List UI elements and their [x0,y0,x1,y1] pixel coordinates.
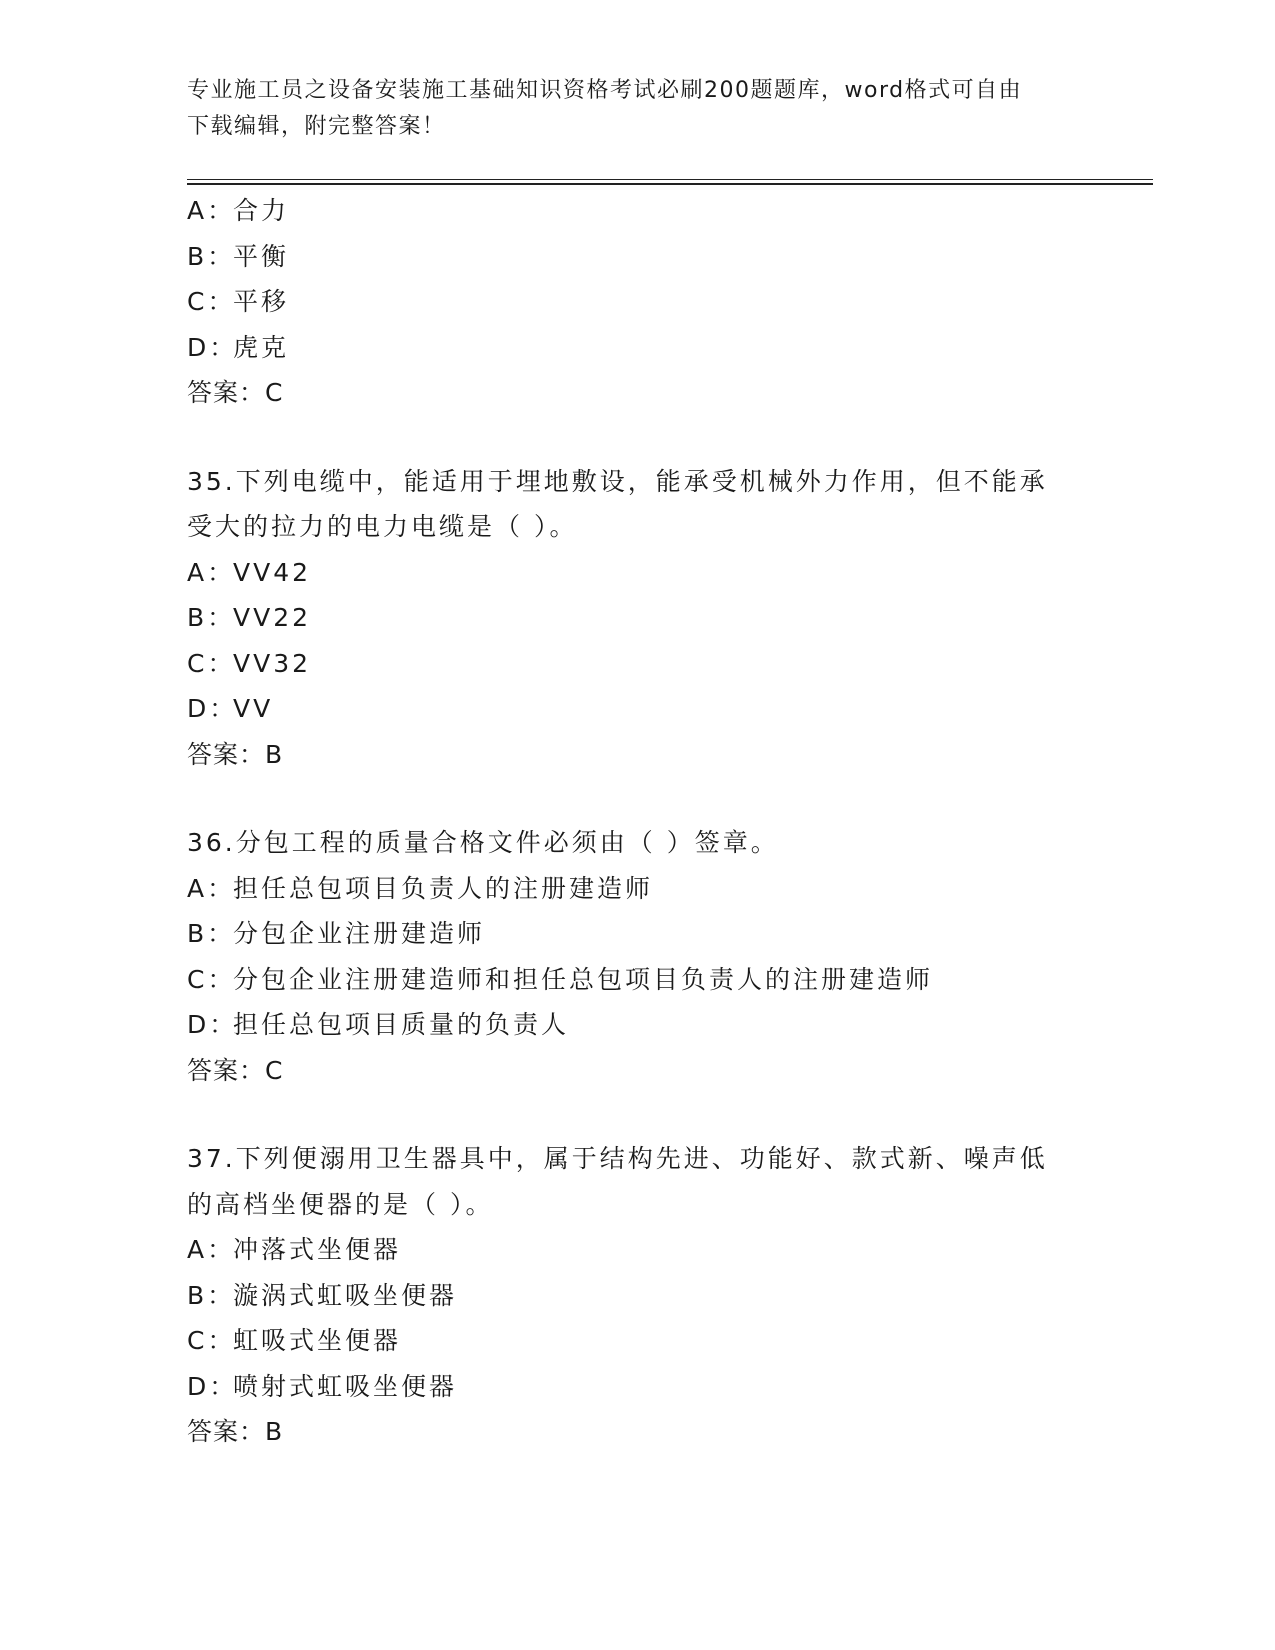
option-d: D：担任总包项目质量的负责人 [187,1010,570,1039]
question-35 [187,459,1087,778]
page-header [187,73,1087,145]
question-34 [187,188,1087,416]
question-37 [187,1136,1087,1455]
spacer [187,1093,1087,1136]
header-line-1: 专业施工员之设备安装施工基础知识资格考试必刷200题题库，word格式可自由 [187,78,1023,103]
option-b: B：分包企业注册建造师 [187,919,486,948]
option-a: A：担任总包项目负责人的注册建造师 [187,873,654,903]
option-d: D：喷射式虹吸坐便器 [187,1371,458,1401]
option-b: B：VV22 [187,603,312,632]
option-c: C：虹吸式坐便器 [187,1326,402,1355]
answer: 答案：C [187,378,284,407]
option-c: C：平移 [187,287,290,316]
option-a: A：VV42 [187,557,312,587]
option-a: A：冲落式坐便器 [187,1235,402,1264]
option-d: D：VV [187,694,274,723]
option-b: B：漩涡式虹吸坐便器 [187,1280,458,1310]
option-b: B：平衡 [187,241,290,271]
option-c: C：分包企业注册建造师和担任总包项目负责人的注册建造师 [187,964,934,994]
question-text-line-1: 35.下列电缆中，能适用于埋地敷设，能承受机械外力作用，但不能承 [187,466,1048,496]
option-c: C：VV32 [187,648,312,678]
answer: 答案：C [187,1055,284,1085]
spacer [187,416,1087,459]
header-divider [187,179,1153,185]
option-d: D：虎克 [187,332,290,362]
question-list [187,188,1087,1455]
question-36 [187,820,1087,1093]
answer: 答案：B [187,1417,284,1446]
question-text-line-2: 的高档坐便器的是（ ）。 [187,1189,494,1219]
answer: 答案：B [187,739,284,769]
question-text-line-1: 37.下列便溺用卫生器具中，属于结构先进、功能好、款式新、噪声低 [187,1144,1048,1173]
question-text-line-1: 36.分包工程的质量合格文件必须由（ ）签章。 [187,828,779,857]
option-a: A：合力 [187,196,290,225]
header-line-2: 下载编辑，附完整答案！ [187,114,446,139]
spacer [187,777,1087,820]
question-text-line-2: 受大的拉力的电力电缆是（ ）。 [187,512,578,541]
